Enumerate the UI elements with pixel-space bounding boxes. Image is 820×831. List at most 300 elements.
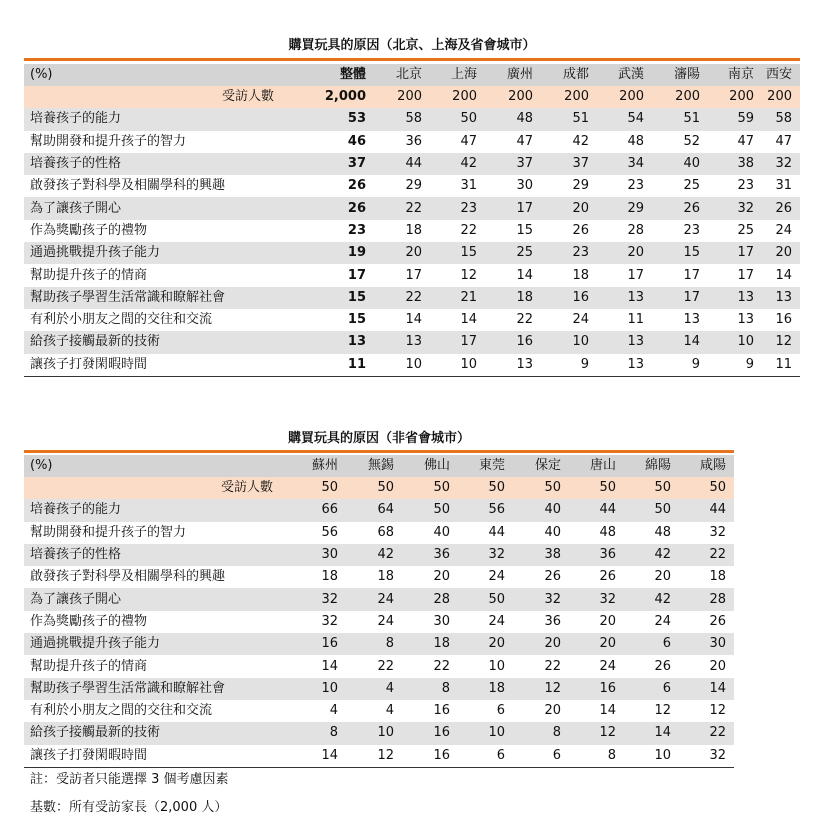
table-cell: 10: [488, 658, 505, 674]
table-cell: 6: [496, 703, 505, 719]
table-cell: 64: [377, 502, 394, 518]
table2-title: 購買玩具的原因（非省會城市）: [287, 431, 470, 446]
table-cell: 20: [627, 245, 644, 261]
table-cell: 32: [488, 547, 505, 563]
table-row: [24, 175, 800, 197]
row-label: 培養孩子的性格: [30, 156, 122, 172]
table-cell: 15: [347, 312, 366, 328]
table-cell: 23: [460, 200, 477, 216]
table-cell: 14: [599, 703, 616, 719]
table-cell: 42: [654, 591, 671, 607]
column-header: 武漢: [617, 67, 644, 82]
table-cell: 12: [654, 703, 671, 719]
table-cell: 13: [737, 312, 754, 328]
table-cell: 20: [709, 658, 726, 674]
table-cell: 38: [737, 156, 754, 172]
table-cell: 13: [347, 334, 366, 350]
row-label: 幫助孩子學習生活常識和瞭解社會: [30, 680, 226, 696]
table-cell: 32: [679, 745, 734, 768]
column-header: 整體: [339, 67, 366, 82]
table-cell: 20: [654, 569, 671, 585]
table-cell: 29: [405, 178, 422, 194]
table-cell: 15: [347, 289, 366, 305]
table-cell: 25: [737, 222, 754, 238]
table-cell: 8: [569, 745, 624, 768]
table-cell: 13: [775, 289, 792, 305]
table-cell: 20: [599, 613, 616, 629]
respondents-value: 200: [619, 89, 644, 105]
unit-label: (%): [30, 458, 53, 473]
table-cell: 9: [708, 354, 762, 377]
table-cell: 44: [709, 502, 726, 518]
table-cell: 29: [572, 178, 589, 194]
table-cell: 56: [321, 524, 338, 540]
column-header: 廣州: [506, 67, 533, 82]
table-cell: 22: [709, 725, 726, 741]
table-cell: 24: [377, 591, 394, 607]
table-cell: 48: [627, 133, 644, 149]
table-row: [24, 197, 800, 219]
column-header: 蘇州: [311, 458, 338, 473]
table-cell: 15: [460, 245, 477, 261]
table-cell: 46: [347, 133, 366, 149]
table-cell: 16: [433, 725, 450, 741]
table-cell: 31: [460, 178, 477, 194]
respondents-value: 200: [767, 89, 792, 105]
table-cell: 14: [516, 267, 533, 283]
table-cell: 13: [485, 354, 541, 377]
table-cell: 42: [572, 133, 589, 149]
table-cell: 48: [654, 524, 671, 540]
column-header: 成都: [562, 67, 589, 82]
table-cell: 23: [737, 178, 754, 194]
table-cell: 4: [385, 680, 394, 696]
row-label: 幫助開發和提升孩子的智力: [30, 524, 187, 540]
table-row: [24, 522, 734, 544]
table-cell: 17: [460, 334, 477, 350]
table-cell: 8: [385, 636, 394, 652]
table-cell: 17: [683, 267, 700, 283]
table-cell: 16: [321, 636, 338, 652]
table-cell: 25: [516, 245, 533, 261]
column-header: 綿陽: [644, 458, 671, 473]
table-cell: 38: [544, 547, 561, 563]
table-cell: 20: [572, 200, 589, 216]
table-cell: 37: [516, 156, 533, 172]
table-cell: 12: [460, 267, 477, 283]
table-row: [24, 700, 734, 722]
table-cell: 32: [775, 156, 792, 172]
respondents-row: [24, 86, 800, 108]
table-cell: 50: [654, 502, 671, 518]
table-cell: 58: [405, 111, 422, 127]
table1: [24, 64, 800, 377]
table-cell: 24: [775, 222, 792, 238]
table-row: [24, 745, 734, 768]
table-cell: 68: [377, 524, 394, 540]
table-cell: 44: [488, 524, 505, 540]
header-row: [24, 64, 800, 86]
table-cell: 23: [683, 222, 700, 238]
table-cell: 10: [488, 725, 505, 741]
table-cell: 6: [662, 680, 671, 696]
table-cell: 32: [599, 591, 616, 607]
table-cell: 36: [433, 547, 450, 563]
table-row: [24, 611, 734, 633]
table-cell: 22: [405, 200, 422, 216]
table-cell: 9: [541, 354, 597, 377]
table-row: [24, 633, 734, 655]
table-cell: 17: [737, 245, 754, 261]
row-label: 培養孩子的性格: [30, 547, 122, 563]
table-cell: 52: [683, 133, 700, 149]
table-cell: 36: [544, 613, 561, 629]
table-cell: 18: [433, 636, 450, 652]
row-label: 有利於小朋友之間的交往和交流: [30, 312, 213, 328]
table-cell: 26: [775, 200, 792, 216]
table-cell: 50: [433, 502, 450, 518]
table-cell: 10: [321, 680, 338, 696]
table-cell: 20: [544, 703, 561, 719]
column-header: 上海: [450, 67, 477, 82]
table-cell: 24: [377, 613, 394, 629]
table-row: [24, 331, 800, 353]
column-header: 咸陽: [699, 458, 726, 473]
table-cell: 48: [599, 524, 616, 540]
table-cell: 4: [385, 703, 394, 719]
unit-label: (%): [30, 67, 53, 82]
table-cell: 20: [405, 245, 422, 261]
respondents-value: 200: [508, 89, 533, 105]
table-cell: 47: [775, 133, 792, 149]
table-cell: 36: [405, 133, 422, 149]
table2-accent-line: [24, 450, 734, 453]
table-cell: 19: [347, 245, 366, 261]
table-cell: 51: [683, 111, 700, 127]
table-cell: 28: [709, 591, 726, 607]
table-cell: 13: [405, 334, 422, 350]
table-cell: 51: [572, 111, 589, 127]
respondents-value: 50: [321, 480, 338, 496]
table-cell: 30: [516, 178, 533, 194]
table-cell: 22: [709, 547, 726, 563]
respondents-value: 50: [709, 480, 726, 496]
column-header: 唐山: [589, 458, 616, 473]
table-cell: 22: [405, 289, 422, 305]
table-cell: 8: [552, 725, 561, 741]
respondents-value: 200: [675, 89, 700, 105]
table-cell: 42: [654, 547, 671, 563]
table-cell: 24: [572, 312, 589, 328]
table-cell: 32: [321, 613, 338, 629]
table-cell: 50: [488, 591, 505, 607]
column-header: 無錫: [367, 458, 394, 473]
table-cell: 54: [627, 111, 644, 127]
table-cell: 8: [329, 725, 338, 741]
table-cell: 16: [433, 703, 450, 719]
table-cell: 17: [347, 267, 366, 283]
row-label: 讓孩子打發閑暇時間: [24, 745, 289, 768]
table-cell: 31: [775, 178, 792, 194]
table-cell: 37: [572, 156, 589, 172]
table-cell: 21: [460, 289, 477, 305]
table-cell: 32: [321, 591, 338, 607]
table-cell: 44: [405, 156, 422, 172]
table-cell: 14: [289, 745, 346, 768]
table-cell: 26: [654, 658, 671, 674]
table-cell: 15: [683, 245, 700, 261]
table-cell: 14: [321, 658, 338, 674]
respondents-value: 50: [599, 480, 616, 496]
table-row: [24, 544, 734, 566]
table-cell: 17: [516, 200, 533, 216]
respondents-value: 50: [433, 480, 450, 496]
table-cell: 66: [321, 502, 338, 518]
table-cell: 18: [488, 680, 505, 696]
table-row: [24, 264, 800, 286]
table-cell: 20: [544, 636, 561, 652]
table-cell: 40: [683, 156, 700, 172]
table-row: [24, 354, 800, 377]
table-cell: 26: [347, 200, 366, 216]
table-cell: 16: [402, 745, 458, 768]
table-cell: 17: [627, 267, 644, 283]
table-cell: 14: [775, 267, 792, 283]
table-cell: 14: [654, 725, 671, 741]
column-header: 南京: [727, 67, 754, 82]
table-cell: 8: [441, 680, 450, 696]
table-row: [24, 566, 734, 588]
respondents-value: 50: [488, 480, 505, 496]
table-cell: 28: [433, 591, 450, 607]
row-label: 有利於小朋友之間的交往和交流: [30, 703, 213, 719]
table-cell: 25: [683, 178, 700, 194]
respondents-value: 200: [397, 89, 422, 105]
respondents-label: 受訪人數: [220, 480, 273, 496]
row-label: 作為獎勵孩子的禮物: [30, 613, 148, 629]
table-cell: 34: [627, 156, 644, 172]
table1-title: 購買玩具的原因（北京、上海及省會城市）: [288, 38, 536, 53]
column-header: 保定: [534, 458, 561, 473]
table-cell: 4: [329, 703, 338, 719]
table-cell: 22: [516, 312, 533, 328]
table-cell: 48: [516, 111, 533, 127]
table-cell: 47: [516, 133, 533, 149]
table-row: [24, 287, 800, 309]
row-label: 為了讓孩子開心: [30, 591, 122, 607]
table-row: [24, 309, 800, 331]
table-cell: 26: [683, 200, 700, 216]
table-cell: 50: [460, 111, 477, 127]
table-row: [24, 242, 800, 264]
table-cell: 16: [775, 312, 792, 328]
table-cell: 26: [599, 569, 616, 585]
table-cell: 11: [762, 354, 800, 377]
table-cell: 30: [433, 613, 450, 629]
row-label: 作為獎勵孩子的禮物: [30, 222, 148, 238]
column-header: 北京: [395, 67, 422, 82]
table-cell: 42: [377, 547, 394, 563]
column-header: 瀋陽: [673, 67, 700, 82]
table-cell: 11: [290, 354, 374, 377]
table-row: [24, 678, 734, 700]
table-cell: 53: [347, 111, 366, 127]
table-cell: 13: [627, 334, 644, 350]
row-label: 為了讓孩子開心: [30, 200, 122, 216]
table-row: [24, 131, 800, 153]
respondents-value: 200: [729, 89, 754, 105]
table-cell: 18: [321, 569, 338, 585]
row-label: 給孩子接觸最新的技術: [30, 725, 161, 741]
column-header: 西安: [765, 67, 792, 82]
table-cell: 20: [433, 569, 450, 585]
table-cell: 26: [709, 613, 726, 629]
table-cell: 14: [683, 334, 700, 350]
footnote: 註：受訪者只能選擇 3 個考慮因素: [30, 772, 229, 787]
table-cell: 37: [347, 156, 366, 172]
table-cell: 17: [683, 289, 700, 305]
row-label: 幫助孩子學習生活常識和瞭解社會: [30, 289, 226, 305]
table-cell: 30: [321, 547, 338, 563]
table-cell: 24: [654, 613, 671, 629]
table-cell: 10: [572, 334, 589, 350]
column-header: 佛山: [423, 458, 450, 473]
table-cell: 14: [405, 312, 422, 328]
row-label: 啟發孩子對科學及相關學科的興趣: [30, 178, 226, 194]
table-cell: 22: [433, 658, 450, 674]
row-label: 讓孩子打發閑暇時間: [24, 354, 290, 377]
table-cell: 12: [346, 745, 402, 768]
table-cell: 10: [624, 745, 679, 768]
respondents-value: 50: [377, 480, 394, 496]
table-row: [24, 655, 734, 677]
table-cell: 56: [488, 502, 505, 518]
table-cell: 10: [430, 354, 485, 377]
table-cell: 15: [516, 222, 533, 238]
respondents-value: 200: [452, 89, 477, 105]
table-cell: 22: [544, 658, 561, 674]
table-cell: 24: [488, 613, 505, 629]
respondents-value: 200: [564, 89, 589, 105]
table-cell: 11: [627, 312, 644, 328]
table-cell: 28: [627, 222, 644, 238]
table-cell: 13: [737, 289, 754, 305]
table-cell: 18: [709, 569, 726, 585]
table-cell: 26: [347, 178, 366, 194]
table-cell: 18: [516, 289, 533, 305]
table-cell: 18: [572, 267, 589, 283]
table-cell: 16: [599, 680, 616, 696]
table-cell: 26: [544, 569, 561, 585]
table-cell: 16: [572, 289, 589, 305]
table-cell: 23: [572, 245, 589, 261]
table-cell: 10: [377, 725, 394, 741]
table1-accent-line: [24, 58, 800, 61]
table-cell: 17: [737, 267, 754, 283]
table-cell: 24: [599, 658, 616, 674]
header-row: [24, 455, 734, 477]
table-cell: 6: [662, 636, 671, 652]
table-cell: 42: [460, 156, 477, 172]
table-cell: 13: [683, 312, 700, 328]
row-label: 通過挑戰提升孩子能力: [30, 245, 161, 261]
table-cell: 13: [627, 289, 644, 305]
table-cell: 20: [599, 636, 616, 652]
column-header: 東莞: [478, 458, 505, 473]
table-cell: 22: [460, 222, 477, 238]
table-cell: 22: [377, 658, 394, 674]
table-row: [24, 153, 800, 175]
table-cell: 26: [572, 222, 589, 238]
table-cell: 44: [599, 502, 616, 518]
table-row: [24, 108, 800, 130]
table-cell: 20: [488, 636, 505, 652]
table-cell: 6: [458, 745, 513, 768]
table-row: [24, 722, 734, 744]
table-cell: 40: [544, 524, 561, 540]
row-label: 幫助提升孩子的情商: [30, 658, 148, 674]
row-label: 給孩子接觸最新的技術: [30, 334, 161, 350]
row-label: 通過挑戰提升孩子能力: [30, 636, 161, 652]
table-cell: 12: [544, 680, 561, 696]
table-cell: 40: [544, 502, 561, 518]
table-cell: 14: [460, 312, 477, 328]
row-label: 培養孩子的能力: [30, 502, 122, 518]
table-cell: 47: [460, 133, 477, 149]
table-row: [24, 588, 734, 610]
row-label: 幫助提升孩子的情商: [30, 267, 148, 283]
base-note: 基數：所有受訪家長（2,000 人）: [30, 800, 228, 815]
table-cell: 30: [709, 636, 726, 652]
table-cell: 36: [599, 547, 616, 563]
table-cell: 6: [513, 745, 569, 768]
table-cell: 58: [775, 111, 792, 127]
table-cell: 24: [488, 569, 505, 585]
row-label: 幫助開發和提升孩子的智力: [30, 133, 187, 149]
respondents-row: [24, 477, 734, 499]
table-cell: 59: [737, 111, 754, 127]
table-cell: 12: [775, 334, 792, 350]
respondents-label: 受訪人數: [221, 89, 274, 105]
table-cell: 10: [374, 354, 430, 377]
table-cell: 23: [347, 222, 366, 238]
respondents-value: 50: [544, 480, 561, 496]
table-cell: 32: [544, 591, 561, 607]
table-row: [24, 499, 734, 521]
table-cell: 18: [377, 569, 394, 585]
table-cell: 18: [405, 222, 422, 238]
table-cell: 12: [599, 725, 616, 741]
table-cell: 17: [405, 267, 422, 283]
row-label: 啟發孩子對科學及相關學科的興趣: [30, 569, 226, 585]
table-cell: 9: [652, 354, 708, 377]
respondents-value: 2,000: [324, 89, 366, 105]
table2: [24, 455, 734, 768]
row-label: 培養孩子的能力: [30, 111, 122, 127]
table-row: [24, 220, 800, 242]
table-cell: 16: [516, 334, 533, 350]
respondents-value: 50: [654, 480, 671, 496]
table-cell: 29: [627, 200, 644, 216]
table-cell: 47: [737, 133, 754, 149]
table-cell: 12: [709, 703, 726, 719]
table-cell: 32: [737, 200, 754, 216]
table-cell: 32: [709, 524, 726, 540]
table-cell: 20: [775, 245, 792, 261]
table-cell: 13: [597, 354, 652, 377]
table-cell: 23: [627, 178, 644, 194]
table-cell: 40: [433, 524, 450, 540]
